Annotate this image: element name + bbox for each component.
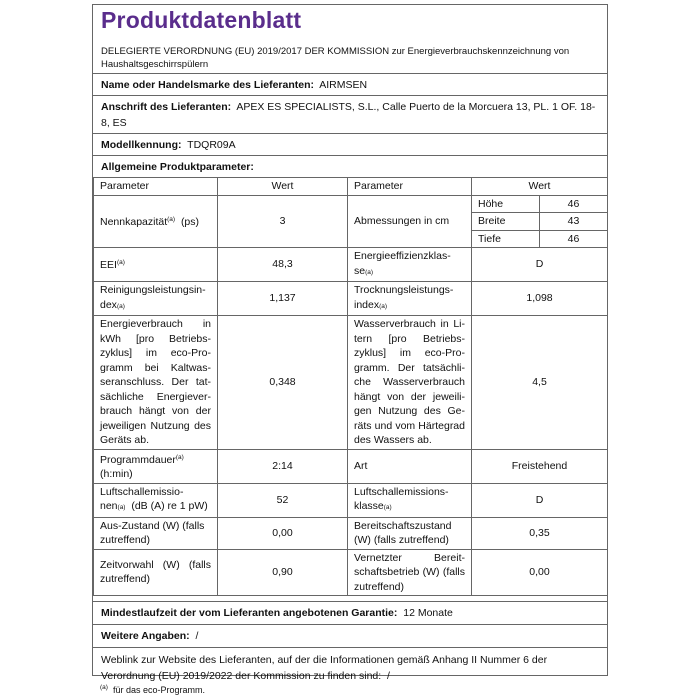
warranty-value: 12 Monate <box>403 607 453 619</box>
param-program-duration: Programmdauer$^{(a)}$ (h:min) <box>94 449 218 483</box>
supplier-address-row <box>93 95 607 134</box>
value-dimensions <box>472 195 608 248</box>
page-title: Produktdatenblatt <box>101 7 302 33</box>
supplier-name-value: AIRMSEN <box>319 79 368 91</box>
supplier-name-label: Name oder Handelsmarke des Lieferanten: <box>101 79 314 91</box>
parameters-table <box>93 177 608 596</box>
table-row <box>94 549 608 596</box>
further-info-value: / <box>195 630 199 642</box>
table-row <box>94 517 608 549</box>
param-dimensions: Abmessungen in cm <box>348 195 472 248</box>
value-drying-index: 1,098 <box>472 282 608 316</box>
warranty-row <box>93 601 607 624</box>
param-standby: Bereitschaftszustand (W) (falls zutreffend) <box>348 517 472 549</box>
product-data-sheet <box>92 4 608 682</box>
value-eei: 48,3 <box>218 248 348 282</box>
dim-height-value: 46 <box>567 197 580 210</box>
value-program-duration: 2:14 <box>218 449 348 483</box>
value-noise-class: D <box>472 483 608 517</box>
param-water-consumption: Wasserverbrauch in Litern [pro Betriebszyklus] im eco-Programm. Der tatsächliche Wasserverbrauch hängt von der jeweiligen Nutzung des Geräts und vom Härtegrad des Wassers ab. <box>348 316 472 450</box>
dim-depth-label: Tiefe <box>472 230 540 247</box>
footnote <box>100 684 205 695</box>
supplier-name-row <box>93 73 607 96</box>
dim-depth-value: 46 <box>540 230 608 247</box>
supplier-address-value: APEX ES SPECIALISTS, S.L., Calle Puerto de la Morcuera 13, PL. 1 OF. 18-8, ES <box>101 101 596 129</box>
param-energy-consumption: Energieverbrauch in kWh [pro Betriebszyklus] im eco-Programm bei Kaltwasseranschluss. Der tatsächliche Energieverbrauch hängt von der jeweiligen Nutzung des Geräts ab. <box>94 316 218 450</box>
regulation-text: DELEGIERTE VERORDNUNG (EU) 2019/2017 DER KOMMISSION zur Energieverbrauchskennzeichnung von Haushaltsgeschirrspülern <box>101 46 570 70</box>
general-params-row <box>93 155 607 178</box>
model-label: Modellkennung: <box>101 139 182 151</box>
value-type: Freistehend <box>472 449 608 483</box>
param-drying-index: Trocknungsleistungsindex(a) <box>348 282 472 316</box>
supplier-address-label: Anschrift des Lieferanten: <box>101 101 232 113</box>
weblink-text: Weblink zur Website des Lieferanten, auf der die Informationen gemäß Anhang II Nummer 6 der Verordnung (EU) 2019/2022 der Kommission zu finden sind: <box>101 654 548 682</box>
value-noise: 52 <box>218 483 348 517</box>
header-parameter: Parameter <box>348 178 472 196</box>
dim-width-label: Breite <box>472 213 540 231</box>
value-cleaning-index: 1,137 <box>218 282 348 316</box>
footnote-text: für das eco-Programm. <box>112 685 205 695</box>
footnote-mark: (a) <box>100 684 108 691</box>
value-capacity: 3 <box>218 195 348 248</box>
model-row <box>93 133 607 156</box>
param-capacity: Nennkapazität$^{(a)}$ (ps) <box>94 195 218 248</box>
value-off-mode: 0,00 <box>218 517 348 549</box>
value-energy-class: D <box>472 248 608 282</box>
value-standby: 0,35 <box>472 517 608 549</box>
param-eei: EEI$^{(a)}$ <box>94 248 218 282</box>
param-noise-class: Luftschallemissionsklasse(a) <box>348 483 472 517</box>
table-row <box>94 316 608 450</box>
param-type: Art <box>348 449 472 483</box>
header-value: Wert <box>218 178 348 196</box>
param-cleaning-index: Reinigungsleistungsindex(a) <box>94 282 218 316</box>
table-row <box>94 195 608 248</box>
table-row <box>94 282 608 316</box>
weblink-value: / <box>387 670 390 682</box>
general-params-label: Allgemeine Produktparameter: <box>101 161 254 173</box>
param-delay-start: Zeitvorwahl (W) (falls zutreffend) <box>94 549 218 596</box>
table-row <box>94 449 608 483</box>
value-energy-consumption: 0,348 <box>218 316 348 450</box>
param-networked-standby: Vernetzter Bereitschaftsbetrieb (W) (falls zutreffend) <box>348 549 472 596</box>
further-info-label: Weitere Angaben: <box>101 630 190 642</box>
model-value: TDQR09A <box>187 139 236 151</box>
header-parameter: Parameter <box>94 178 218 196</box>
dim-width-value: 43 <box>540 213 608 231</box>
value-delay-start: 0,90 <box>218 549 348 596</box>
warranty-label: Mindestlaufzeit der vom Lieferanten angebotenen Garantie: <box>101 607 398 619</box>
param-off-mode: Aus-Zustand (W) (falls zutreffend) <box>94 517 218 549</box>
value-water-consumption: 4,5 <box>472 316 608 450</box>
header-value: Wert <box>472 178 608 196</box>
weblink-row <box>93 647 607 687</box>
table-row <box>94 248 608 282</box>
table-row <box>94 483 608 517</box>
further-info-row <box>93 624 607 647</box>
dim-height-label: Höhe <box>472 196 540 213</box>
param-energy-class: Energieeffizienzklasse(a) <box>348 248 472 282</box>
dimensions-table <box>472 196 607 248</box>
param-noise: Luftschallemissionen(a) (dB (A) re 1 pW) <box>94 483 218 517</box>
value-networked-standby: 0,00 <box>472 549 608 596</box>
table-header <box>94 178 608 196</box>
